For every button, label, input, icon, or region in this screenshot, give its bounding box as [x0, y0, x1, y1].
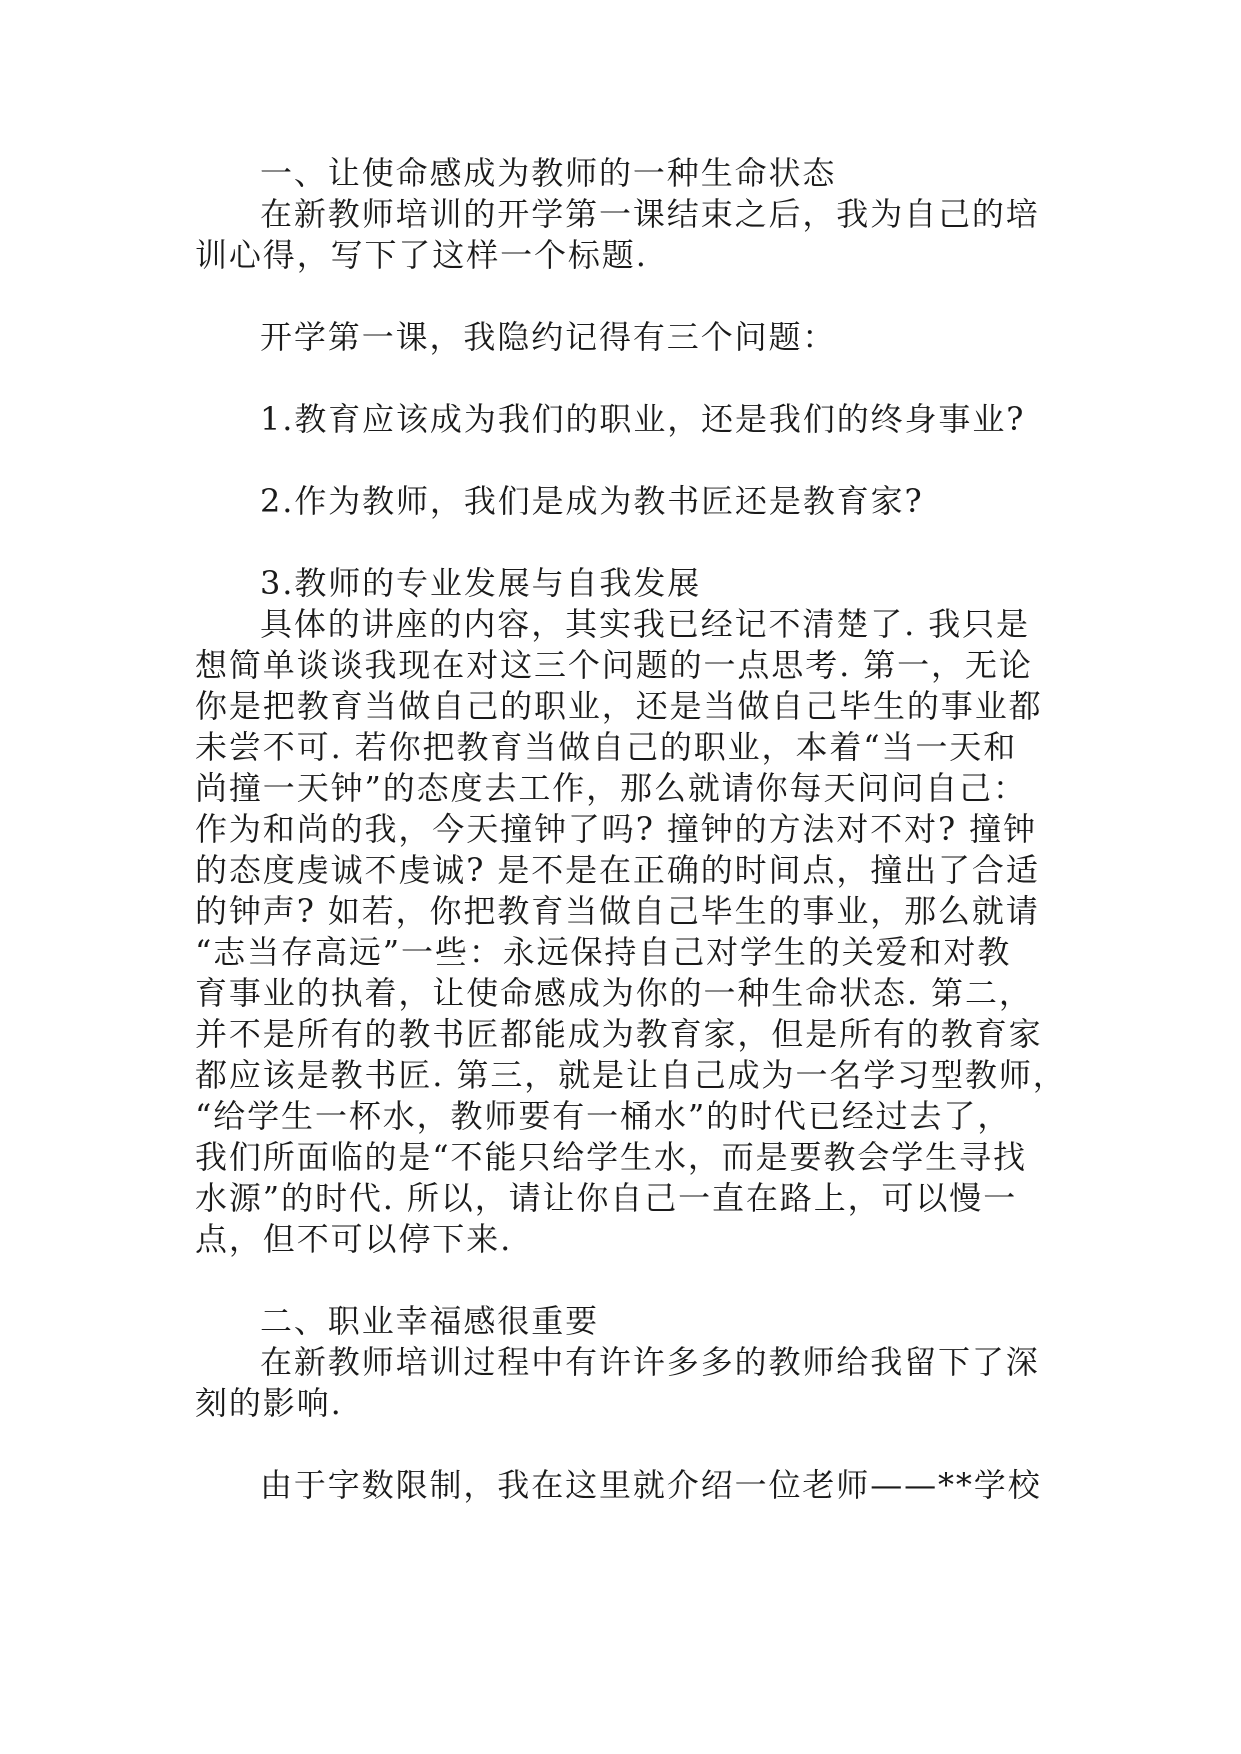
- paragraph-first-line: 二、职业幸福感很重要: [260, 1302, 600, 1340]
- paragraph-line: 的钟声? 如若，你把教育当做自己毕生的事业，那么就请: [195, 892, 1040, 930]
- paragraph-line: 都应该是教书匠. 第三，就是让自己成为一名学习型教师，: [195, 1056, 1067, 1094]
- paragraph-line: 你是把教育当做自己的职业，还是当做自己毕生的事业都: [195, 687, 1043, 725]
- paragraph-spacer: [195, 358, 1035, 399]
- paragraph-first-line: 具体的讲座的内容，其实我已经记不清楚了. 我只是: [260, 605, 1030, 643]
- paragraph-line: 并不是所有的教书匠都能成为教育家，但是所有的教育家: [195, 1015, 1043, 1053]
- paragraph-first-line: 1.教育应该成为我们的职业，还是我们的终身事业?: [260, 400, 1026, 438]
- paragraph-first-line: 在新教师培训的开学第一课结束之后，我为自己的培: [260, 195, 1040, 233]
- paragraph-spacer: [195, 522, 1035, 563]
- paragraph-spacer: [195, 1424, 1035, 1465]
- paragraph-line: 点，但不可以停下来.: [195, 1220, 513, 1258]
- paragraph-line: 刻的影响.: [195, 1384, 343, 1422]
- paragraph-line: 想简单谈谈我现在对这三个问题的一点思考. 第一，无论: [195, 646, 1033, 684]
- paragraph-first-line: 3.教师的专业发展与自我发展: [260, 564, 702, 602]
- paragraph-spacer: [195, 440, 1035, 481]
- paragraph-line: 训心得，写下了这样一个标题.: [195, 236, 648, 274]
- paragraph-first-line: 开学第一课，我隐约记得有三个问题：: [260, 318, 837, 356]
- paragraph-line: 作为和尚的我，今天撞钟了吗? 撞钟的方法对不对? 撞钟: [195, 810, 1037, 848]
- paragraph-line: “志当存高远”一些：永远保持自己对学生的关爱和对教: [195, 933, 1012, 971]
- paragraph-line: 尚撞一天钟”的态度去工作，那么就请你每天问问自己：: [195, 769, 1027, 807]
- paragraph-line: 育事业的执着，让使命感成为你的一种生命状态. 第二，: [195, 974, 1033, 1012]
- paragraph-line: 未尝不可. 若你把教育当做自己的职业，本着“当一天和: [195, 728, 1018, 766]
- paragraph-line: 我们所面临的是“不能只给学生水，而是要教会学生寻找: [195, 1138, 1027, 1176]
- paragraph-first-line: 由于字数限制，我在这里就介绍一位老师——**学校: [260, 1466, 1042, 1504]
- paragraph-spacer: [195, 1260, 1035, 1301]
- paragraph-first-line: 在新教师培训过程中有许许多多的教师给我留下了深: [260, 1343, 1040, 1381]
- document-body: [195, 153, 1067, 1506]
- paragraph-line: 的态度虔诚不虔诚? 是不是在正确的时间点，撞出了合适: [195, 851, 1040, 889]
- paragraph-line: 水源”的时代. 所以，请让你自己一直在路上，可以慢一: [195, 1179, 1018, 1217]
- paragraph-spacer: [195, 276, 1035, 317]
- paragraph-first-line: 2.作为教师，我们是成为教书匠还是教育家?: [260, 482, 924, 520]
- paragraph-line: “给学生一杯水，教师要有一桶水”的时代已经过去了，: [195, 1097, 1012, 1135]
- paragraph-first-line: 一、让使命感成为教师的一种生命状态: [260, 154, 837, 192]
